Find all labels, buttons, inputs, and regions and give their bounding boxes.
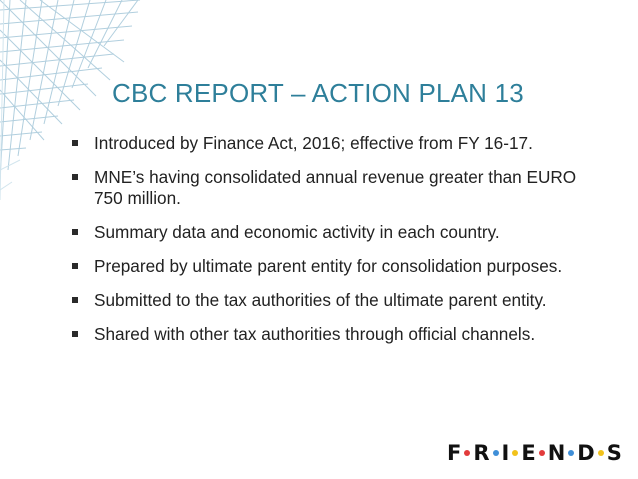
logo-dot	[539, 450, 545, 456]
bullet-list	[72, 133, 584, 358]
square-bullet-icon	[72, 297, 78, 303]
bullet-text: Shared with other tax authorities through official channels.	[94, 323, 536, 344]
square-bullet-icon	[72, 140, 78, 146]
logo-dot	[568, 450, 574, 456]
logo-dot	[493, 450, 499, 456]
logo-letter: F	[447, 441, 462, 465]
logo-letter: N	[547, 441, 566, 465]
bullet-text: MNE’s having consolidated annual revenue greater than EURO 750 million.	[94, 167, 577, 208]
bullet-text: Summary data and economic activity in each country.	[94, 221, 500, 242]
friends-logo	[447, 438, 622, 468]
logo-letter: I	[501, 441, 510, 465]
list-item	[72, 167, 584, 208]
logo-dot	[464, 450, 470, 456]
bullet-text: Submitted to the tax authorities of the ultimate parent entity.	[94, 289, 547, 310]
bullet-text: Introduced by Finance Act, 2016; effective from FY 16-17.	[94, 133, 533, 153]
logo-letter: S	[606, 441, 622, 465]
logo-dot	[512, 450, 518, 456]
square-bullet-icon	[72, 263, 78, 269]
square-bullet-icon	[72, 229, 78, 235]
list-item	[72, 290, 584, 311]
bullet-text: Prepared by ultimate parent entity for consolidation purposes.	[94, 255, 563, 276]
logo-dot	[598, 450, 604, 456]
square-bullet-icon	[72, 174, 78, 180]
logo-letter: R	[473, 441, 490, 465]
square-bullet-icon	[72, 331, 78, 337]
list-item	[72, 256, 584, 277]
slide-title: CBC REPORT – ACTION PLAN 13	[112, 78, 524, 108]
list-item	[72, 133, 584, 154]
logo-letter: D	[577, 441, 595, 465]
logo-letter: E	[521, 441, 536, 465]
list-item	[72, 222, 584, 243]
list-item	[72, 324, 584, 345]
